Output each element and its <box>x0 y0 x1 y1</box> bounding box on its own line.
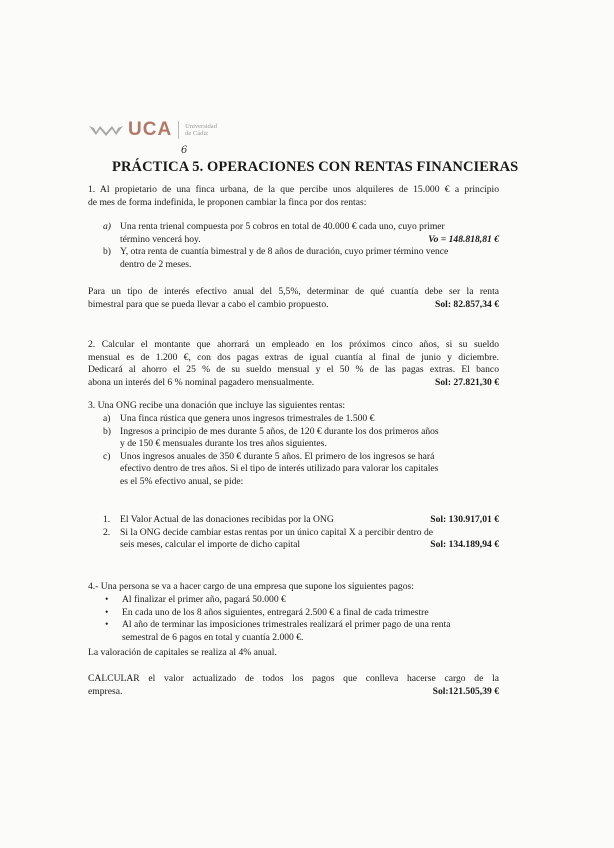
item-a: a) Una finca rústica que genera unos ingresos trimestrales de 1.500 € <box>103 413 375 424</box>
exercise-1-question: Para un tipo de interés efectivo anual del 5,5%, determinar de qué cuantía debe ser la renta bimestral para que se pueda llevar a cabo el cambio propuesto. Sol: 82.857,34 € <box>88 286 499 310</box>
option-b-cont: dentro de 2 meses. <box>120 258 192 270</box>
exercise-4-bullets <box>105 594 499 644</box>
bullet-item: • Al año de terminar las imposiciones trimestrales realizará el primer pago de una renta <box>105 619 451 631</box>
question-2-cont: seis meses, calcular el importe de dicho capital Sol: 134.189,94 € <box>120 539 499 551</box>
page-title: PRÁCTICA 5. OPERACIONES CON RENTAS FINANCIERAS <box>112 159 519 175</box>
logo-divider <box>178 121 179 139</box>
university-logo <box>88 119 217 141</box>
uca-emblem-icon <box>88 122 124 138</box>
question-1: 1. El Valor Actual de las donaciones recibidas por la ONG Sol: 130.917,01 € <box>103 514 499 525</box>
exercise-2: 2. Calcular el montante que ahorrará un empleado en los próximos cinco años, si su sueldo mensual es de 1.200 €, con dos pagas extras de igual cuantía al final de junio y diciembre. Dedicará al ahorro el 25 % de su sueldo mensual y el 50 % de las pagas extras. El banco abona un interés del 6 % nominal pagadero mensualmente. Sol: 27.821,30 € <box>88 339 499 388</box>
item-c-cont-1: efectivo dentro de tres años. Si el tipo de interés utilizado para valorar los capitales <box>120 463 439 475</box>
exercise-1-solution: Sol: 82.857,34 € <box>435 298 499 310</box>
item-b-cont: y de 150 € mensuales durante los tres años siguientes. <box>120 438 327 450</box>
exercise-3-items <box>103 413 499 489</box>
exercise-1: 1. Al propietario de una finca urbana, de la que percibe unos alquileres de 15.000 € a principio de mes de forma indefinida, le proponen cambiar la finca por dos rentas: <box>88 184 499 208</box>
exercise-4-question: CALCULAR el valor actualizado de todos los pagos que conlleva hacerse cargo de la empresa. Sol:121.505,39 € <box>88 673 499 697</box>
item-c: c) Unos ingresos anuales de 350 € durante 5 años. El primero de los ingresos se hará <box>103 450 435 462</box>
exercise-2-solution: Sol: 27.821,30 € <box>435 376 499 388</box>
option-a-cont: término vencerá hoy. Vo = 148.818,81 € <box>120 233 499 245</box>
bullet-item: • Al finalizar el primer año, pagará 50.000 € <box>105 594 286 605</box>
exercise-1-options <box>103 221 499 271</box>
question-1-solution: Sol: 130.917,01 € <box>430 514 499 525</box>
exercise-4-solution: Sol:121.505,39 € <box>432 685 499 697</box>
logo-name: UCA <box>128 119 173 140</box>
bullet-item: • En cada uno de los 8 años siguientes, entregará 2.500 € a final de cada trimestre <box>105 606 429 618</box>
exercise-4: 4.- Una persona se va a hacer cargo de una empresa que supone los siguientes pagos: <box>88 581 414 592</box>
question-2: 2. Si la ONG decide cambiar estas rentas por un único capital X a percibir dentro de <box>103 526 434 538</box>
exercise-3: 3. Una ONG recibe una donación que incluye las siguientes rentas: <box>88 400 346 411</box>
bullet-icon: • <box>105 619 109 631</box>
option-a: a) Una renta trienal compuesta por 5 cobros en total de 40.000 € cada uno, cuyo primer <box>103 221 445 232</box>
bullet-icon: • <box>105 594 109 605</box>
exercise-4-note: La valoración de capitales se realiza al 4% anual. <box>88 647 277 658</box>
bullet-item-cont: semestral de 6 pagos en total y cuantía 2.000 €. <box>122 631 304 643</box>
handwritten-number: 6 <box>181 145 188 156</box>
exercise-3-questions <box>103 514 499 552</box>
item-b: b) Ingresos a principio de mes durante 5 años, de 120 € durante los dos primeros años <box>103 425 439 437</box>
option-b: b) Y, otra renta de cuantía bimestral y de 8 años de duración, cuyo primer término vence <box>103 246 449 258</box>
item-c-cont-2: es el 5% efectivo anual, se pide: <box>120 475 244 487</box>
question-2-solution: Sol: 134.189,94 € <box>430 539 499 551</box>
option-a-solution: Vo = 148.818,81 € <box>428 233 499 245</box>
bullet-icon: • <box>105 606 109 618</box>
logo-subtitle: Universidad de Cádiz <box>185 123 217 137</box>
